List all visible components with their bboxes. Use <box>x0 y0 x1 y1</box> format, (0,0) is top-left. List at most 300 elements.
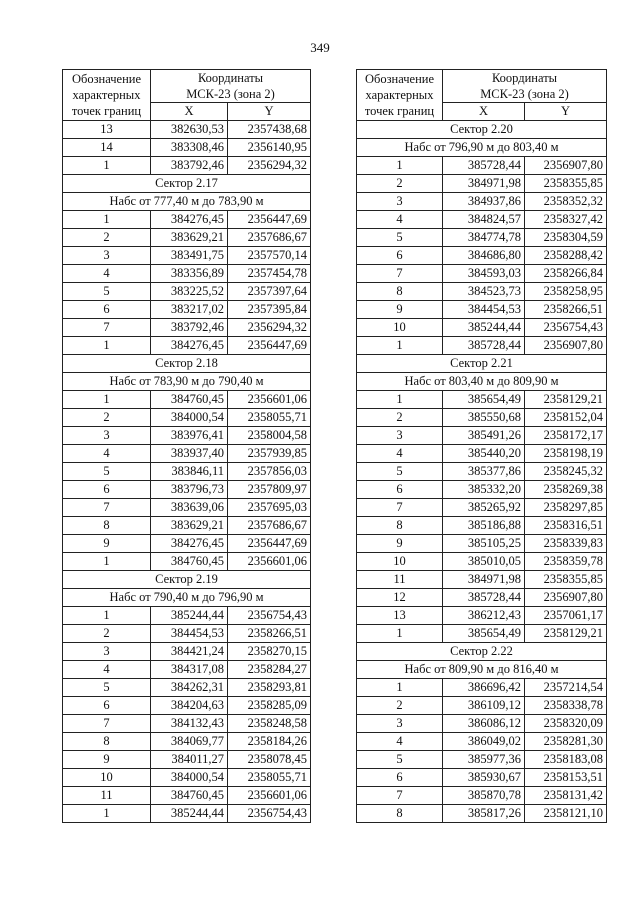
table-row <box>357 337 607 355</box>
table-row <box>63 769 311 787</box>
sector-range-row <box>357 139 607 157</box>
y-coordinate: 2358153,51 <box>525 769 607 787</box>
sector-height-range: Набс от 803,40 м до 809,90 м <box>357 373 607 391</box>
y-coordinate: 2358078,45 <box>228 751 311 769</box>
table-row <box>357 211 607 229</box>
y-coordinate: 2358359,78 <box>525 553 607 571</box>
table-row <box>357 409 607 427</box>
header-row <box>63 70 311 103</box>
point-number: 2 <box>357 409 443 427</box>
table-row <box>63 733 311 751</box>
point-number: 10 <box>357 319 443 337</box>
x-coordinate: 385728,44 <box>443 337 525 355</box>
y-coordinate: 2356601,06 <box>228 391 311 409</box>
table-row <box>63 643 311 661</box>
y-coordinate: 2356294,32 <box>228 157 311 175</box>
table-row <box>357 607 607 625</box>
y-coordinate: 2358245,32 <box>525 463 607 481</box>
y-coordinate: 2356754,43 <box>228 607 311 625</box>
x-coordinate: 383792,46 <box>151 157 228 175</box>
point-number: 3 <box>357 427 443 445</box>
table-row <box>357 625 607 643</box>
x-coordinate: 385654,49 <box>443 625 525 643</box>
coordinates-header-line: Координаты <box>197 71 264 85</box>
y-coordinate: 2358055,71 <box>228 409 311 427</box>
sector-height-range: Набс от 790,40 м до 796,90 м <box>63 589 311 607</box>
point-number: 7 <box>357 499 443 517</box>
sector-title-row <box>357 355 607 373</box>
x-coordinate: 385977,36 <box>443 751 525 769</box>
y-coordinate: 2358284,27 <box>228 661 311 679</box>
point-number: 6 <box>357 481 443 499</box>
table-row <box>63 427 311 445</box>
table-row <box>357 805 607 823</box>
sector-range-row <box>357 661 607 679</box>
x-coordinate: 383792,46 <box>151 319 228 337</box>
point-number: 6 <box>63 481 151 499</box>
point-number: 4 <box>357 733 443 751</box>
table-row <box>357 715 607 733</box>
table-row <box>357 301 607 319</box>
point-number: 2 <box>63 625 151 643</box>
x-coordinate: 383356,89 <box>151 265 228 283</box>
x-coordinate: 385265,92 <box>443 499 525 517</box>
point-number: 13 <box>357 607 443 625</box>
table-row <box>63 247 311 265</box>
y-coordinate: 2358258,95 <box>525 283 607 301</box>
sector-title: Сектор 2.18 <box>63 355 311 373</box>
y-coordinate: 2358327,42 <box>525 211 607 229</box>
y-coordinate: 2358293,81 <box>228 679 311 697</box>
point-number: 3 <box>357 193 443 211</box>
sector-height-range: Набс от 777,40 м до 783,90 м <box>63 193 311 211</box>
x-coordinate: 385930,67 <box>443 769 525 787</box>
y-coordinate: 2356140,95 <box>228 139 311 157</box>
y-coordinate: 2357856,03 <box>228 463 311 481</box>
table-row <box>63 445 311 463</box>
table-row <box>357 463 607 481</box>
x-coordinate: 386049,02 <box>443 733 525 751</box>
x-coordinate: 386212,43 <box>443 607 525 625</box>
x-coordinate: 384204,63 <box>151 697 228 715</box>
y-coordinate: 2358355,85 <box>525 175 607 193</box>
sector-title-row <box>63 571 311 589</box>
point-number: 6 <box>357 769 443 787</box>
y-coordinate: 2357686,67 <box>228 517 311 535</box>
point-number: 1 <box>63 337 151 355</box>
x-coordinate: 385550,68 <box>443 409 525 427</box>
point-number: 1 <box>357 391 443 409</box>
y-coordinate: 2357395,84 <box>228 301 311 319</box>
x-coordinate: 384937,86 <box>443 193 525 211</box>
sector-range-row <box>63 193 311 211</box>
x-coordinate: 385870,78 <box>443 787 525 805</box>
sector-title: Сектор 2.21 <box>357 355 607 373</box>
y-coordinate: 2358055,71 <box>228 769 311 787</box>
table-row <box>63 607 311 625</box>
table-row <box>63 337 311 355</box>
x-coordinate: 384774,78 <box>443 229 525 247</box>
x-coordinate: 384971,98 <box>443 175 525 193</box>
table-row <box>357 553 607 571</box>
point-number: 7 <box>357 787 443 805</box>
point-number: 14 <box>63 139 151 157</box>
sector-range-row <box>63 373 311 391</box>
y-coordinate: 2357454,78 <box>228 265 311 283</box>
y-coordinate: 2357809,97 <box>228 481 311 499</box>
table-row <box>63 391 311 409</box>
table-row <box>63 787 311 805</box>
y-coordinate: 2358269,38 <box>525 481 607 499</box>
point-number: 8 <box>63 733 151 751</box>
table-row <box>357 499 607 517</box>
x-coordinate: 384454,53 <box>443 301 525 319</box>
y-coordinate: 2356907,80 <box>525 337 607 355</box>
point-number: 1 <box>357 625 443 643</box>
point-number: 10 <box>63 769 151 787</box>
table-row <box>63 715 311 733</box>
coordinates-header <box>443 70 607 103</box>
x-coordinate: 384262,31 <box>151 679 228 697</box>
y-coordinate: 2358266,51 <box>228 625 311 643</box>
x-coordinate: 385244,44 <box>151 607 228 625</box>
y-coordinate: 2357397,64 <box>228 283 311 301</box>
x-column-header: X <box>151 103 228 121</box>
y-coordinate: 2357570,14 <box>228 247 311 265</box>
table-row <box>357 589 607 607</box>
point-number: 6 <box>357 247 443 265</box>
point-number: 8 <box>357 283 443 301</box>
point-number: 4 <box>63 265 151 283</box>
x-coordinate: 383629,21 <box>151 229 228 247</box>
y-coordinate: 2358355,85 <box>525 571 607 589</box>
x-coordinate: 384760,45 <box>151 391 228 409</box>
point-number: 8 <box>63 517 151 535</box>
y-coordinate: 2358152,04 <box>525 409 607 427</box>
y-coordinate: 2358288,42 <box>525 247 607 265</box>
table-row <box>63 139 311 157</box>
y-coordinate: 2358198,19 <box>525 445 607 463</box>
x-coordinate: 386696,42 <box>443 679 525 697</box>
point-number: 7 <box>63 499 151 517</box>
y-column-header: Y <box>525 103 607 121</box>
sector-height-range: Набс от 809,90 м до 816,40 м <box>357 661 607 679</box>
x-coordinate: 383217,02 <box>151 301 228 319</box>
point-number: 9 <box>63 751 151 769</box>
sector-title-row <box>357 643 607 661</box>
y-coordinate: 2358352,32 <box>525 193 607 211</box>
point-number: 11 <box>63 787 151 805</box>
x-coordinate: 385244,44 <box>151 805 228 823</box>
x-coordinate: 383308,46 <box>151 139 228 157</box>
y-coordinate: 2357939,85 <box>228 445 311 463</box>
point-number: 9 <box>357 535 443 553</box>
y-coordinate: 2358129,21 <box>525 625 607 643</box>
header-row <box>357 70 607 103</box>
sector-title-row <box>63 175 311 193</box>
point-designation-header-line: Обозначение <box>71 72 142 86</box>
point-number: 3 <box>63 427 151 445</box>
x-coordinate: 384824,57 <box>443 211 525 229</box>
sector-range-row <box>63 589 311 607</box>
x-coordinate: 383846,11 <box>151 463 228 481</box>
x-coordinate: 384593,03 <box>443 265 525 283</box>
page-number: 349 <box>310 40 330 55</box>
x-coordinate: 383976,41 <box>151 427 228 445</box>
table-row <box>357 769 607 787</box>
table-row <box>357 517 607 535</box>
point-number: 1 <box>357 337 443 355</box>
sector-title: Сектор 2.20 <box>357 121 607 139</box>
table-row <box>63 283 311 301</box>
point-designation-header-line: точек границ <box>364 104 435 118</box>
point-number: 1 <box>357 157 443 175</box>
x-coordinate: 384971,98 <box>443 571 525 589</box>
table-row <box>63 121 311 139</box>
sector-title: Сектор 2.19 <box>63 571 311 589</box>
x-coordinate: 385728,44 <box>443 157 525 175</box>
y-coordinate: 2358184,26 <box>228 733 311 751</box>
table-row <box>357 481 607 499</box>
table-row <box>63 679 311 697</box>
point-number: 5 <box>357 229 443 247</box>
x-coordinate: 385186,88 <box>443 517 525 535</box>
table-row <box>63 751 311 769</box>
y-coordinate: 2356447,69 <box>228 535 311 553</box>
y-coordinate: 2358121,10 <box>525 805 607 823</box>
y-coordinate: 2357438,68 <box>228 121 311 139</box>
point-number: 1 <box>63 607 151 625</box>
coordinates-header <box>151 70 311 103</box>
y-coordinate: 2358320,09 <box>525 715 607 733</box>
x-coordinate: 385654,49 <box>443 391 525 409</box>
y-coordinate: 2358339,83 <box>525 535 607 553</box>
point-number: 6 <box>63 697 151 715</box>
point-designation-header <box>63 70 151 121</box>
table-row <box>63 553 311 571</box>
point-designation-header-line: характерных <box>365 88 434 102</box>
y-coordinate: 2356754,43 <box>525 319 607 337</box>
x-coordinate: 382630,53 <box>151 121 228 139</box>
x-coordinate: 384276,45 <box>151 211 228 229</box>
point-number: 5 <box>357 751 443 769</box>
table-row <box>357 697 607 715</box>
point-number: 11 <box>357 571 443 589</box>
point-number: 1 <box>63 211 151 229</box>
y-coordinate: 2358248,58 <box>228 715 311 733</box>
sector-title: Сектор 2.22 <box>357 643 607 661</box>
table-row <box>357 445 607 463</box>
point-number: 9 <box>63 535 151 553</box>
table-row <box>63 805 311 823</box>
x-coordinate: 385817,26 <box>443 805 525 823</box>
coordinates-header-line: МСК-23 (зона 2) <box>186 87 275 101</box>
x-coordinate: 385440,20 <box>443 445 525 463</box>
point-number: 2 <box>357 175 443 193</box>
table-row <box>63 481 311 499</box>
point-number: 2 <box>357 697 443 715</box>
x-coordinate: 385244,44 <box>443 319 525 337</box>
x-column-header: X <box>443 103 525 121</box>
point-number: 1 <box>63 391 151 409</box>
y-coordinate: 2358304,59 <box>525 229 607 247</box>
table-row <box>357 193 607 211</box>
y-coordinate: 2356907,80 <box>525 157 607 175</box>
y-coordinate: 2358266,84 <box>525 265 607 283</box>
x-coordinate: 384000,54 <box>151 769 228 787</box>
table-row <box>63 697 311 715</box>
table-row <box>357 265 607 283</box>
point-number: 5 <box>63 463 151 481</box>
y-coordinate: 2356907,80 <box>525 589 607 607</box>
point-number: 4 <box>357 211 443 229</box>
table-row <box>357 571 607 589</box>
sector-height-range: Набс от 783,90 м до 790,40 м <box>63 373 311 391</box>
point-number: 7 <box>63 319 151 337</box>
y-coordinate: 2358131,42 <box>525 787 607 805</box>
x-coordinate: 383937,40 <box>151 445 228 463</box>
sector-title: Сектор 2.17 <box>63 175 311 193</box>
point-number: 7 <box>357 265 443 283</box>
table-row <box>63 211 311 229</box>
x-coordinate: 383639,06 <box>151 499 228 517</box>
point-designation-header <box>357 70 443 121</box>
sector-title-row <box>357 121 607 139</box>
x-coordinate: 384317,08 <box>151 661 228 679</box>
x-coordinate: 385105,25 <box>443 535 525 553</box>
point-number: 5 <box>63 283 151 301</box>
y-coordinate: 2358316,51 <box>525 517 607 535</box>
table-row <box>357 247 607 265</box>
table-row <box>357 157 607 175</box>
table-row <box>357 751 607 769</box>
x-coordinate: 385728,44 <box>443 589 525 607</box>
x-coordinate: 385332,20 <box>443 481 525 499</box>
table-row <box>357 535 607 553</box>
y-coordinate: 2358129,21 <box>525 391 607 409</box>
y-coordinate: 2358270,15 <box>228 643 311 661</box>
point-number: 1 <box>357 679 443 697</box>
point-number: 4 <box>357 445 443 463</box>
x-coordinate: 386086,12 <box>443 715 525 733</box>
y-coordinate: 2358004,58 <box>228 427 311 445</box>
point-number: 2 <box>63 409 151 427</box>
table-row <box>63 499 311 517</box>
table-row <box>63 409 311 427</box>
table-row <box>357 787 607 805</box>
y-coordinate: 2357695,03 <box>228 499 311 517</box>
x-coordinate: 384276,45 <box>151 337 228 355</box>
table-row <box>63 535 311 553</box>
table-row <box>63 157 311 175</box>
point-number: 2 <box>63 229 151 247</box>
table-row <box>357 391 607 409</box>
sector-range-row <box>357 373 607 391</box>
table-row <box>63 319 311 337</box>
table-row <box>63 517 311 535</box>
y-coordinate: 2356601,06 <box>228 553 311 571</box>
y-coordinate: 2356447,69 <box>228 337 311 355</box>
table-row <box>357 733 607 751</box>
x-coordinate: 384454,53 <box>151 625 228 643</box>
y-coordinate: 2358297,85 <box>525 499 607 517</box>
coordinates-header-line: МСК-23 (зона 2) <box>480 87 569 101</box>
point-designation-header-line: точек границ <box>71 104 142 118</box>
y-coordinate: 2356294,32 <box>228 319 311 337</box>
point-number: 8 <box>357 805 443 823</box>
y-coordinate: 2357061,17 <box>525 607 607 625</box>
point-number: 3 <box>63 247 151 265</box>
x-coordinate: 383491,75 <box>151 247 228 265</box>
x-coordinate: 383796,73 <box>151 481 228 499</box>
table-row <box>63 463 311 481</box>
x-coordinate: 384421,24 <box>151 643 228 661</box>
y-coordinate: 2358338,78 <box>525 697 607 715</box>
x-coordinate: 384760,45 <box>151 553 228 571</box>
table-row <box>63 265 311 283</box>
x-coordinate: 383629,21 <box>151 517 228 535</box>
table-row <box>357 283 607 301</box>
x-coordinate: 384132,43 <box>151 715 228 733</box>
point-number: 12 <box>357 589 443 607</box>
x-coordinate: 384760,45 <box>151 787 228 805</box>
coordinates-table-right <box>356 69 607 823</box>
y-coordinate: 2357686,67 <box>228 229 311 247</box>
point-number: 10 <box>357 553 443 571</box>
x-coordinate: 384523,73 <box>443 283 525 301</box>
point-number: 13 <box>63 121 151 139</box>
point-designation-header-line: характерных <box>72 88 141 102</box>
y-coordinate: 2356754,43 <box>228 805 311 823</box>
y-column-header: Y <box>228 103 311 121</box>
coordinates-header-line: Координаты <box>491 71 558 85</box>
x-coordinate: 384069,77 <box>151 733 228 751</box>
y-coordinate: 2358172,17 <box>525 427 607 445</box>
y-coordinate: 2358285,09 <box>228 697 311 715</box>
x-coordinate: 385491,26 <box>443 427 525 445</box>
x-coordinate: 385010,05 <box>443 553 525 571</box>
table-row <box>63 661 311 679</box>
table-row <box>63 301 311 319</box>
y-coordinate: 2358266,51 <box>525 301 607 319</box>
point-number: 5 <box>63 679 151 697</box>
table-row <box>357 175 607 193</box>
y-coordinate: 2356447,69 <box>228 211 311 229</box>
x-coordinate: 384000,54 <box>151 409 228 427</box>
x-coordinate: 384686,80 <box>443 247 525 265</box>
point-number: 1 <box>63 805 151 823</box>
point-number: 3 <box>357 715 443 733</box>
point-number: 3 <box>63 643 151 661</box>
x-coordinate: 384011,27 <box>151 751 228 769</box>
table-row <box>63 229 311 247</box>
point-number: 6 <box>63 301 151 319</box>
y-coordinate: 2358183,08 <box>525 751 607 769</box>
point-number: 8 <box>357 517 443 535</box>
y-coordinate: 2358281,30 <box>525 733 607 751</box>
sector-height-range: Набс от 796,90 м до 803,40 м <box>357 139 607 157</box>
point-number: 1 <box>63 157 151 175</box>
x-coordinate: 385377,86 <box>443 463 525 481</box>
x-coordinate: 383225,52 <box>151 283 228 301</box>
x-coordinate: 384276,45 <box>151 535 228 553</box>
y-coordinate: 2356601,06 <box>228 787 311 805</box>
point-designation-header-line: Обозначение <box>364 72 435 86</box>
table-row <box>357 427 607 445</box>
table-row <box>63 625 311 643</box>
sector-title-row <box>63 355 311 373</box>
table-row <box>357 679 607 697</box>
